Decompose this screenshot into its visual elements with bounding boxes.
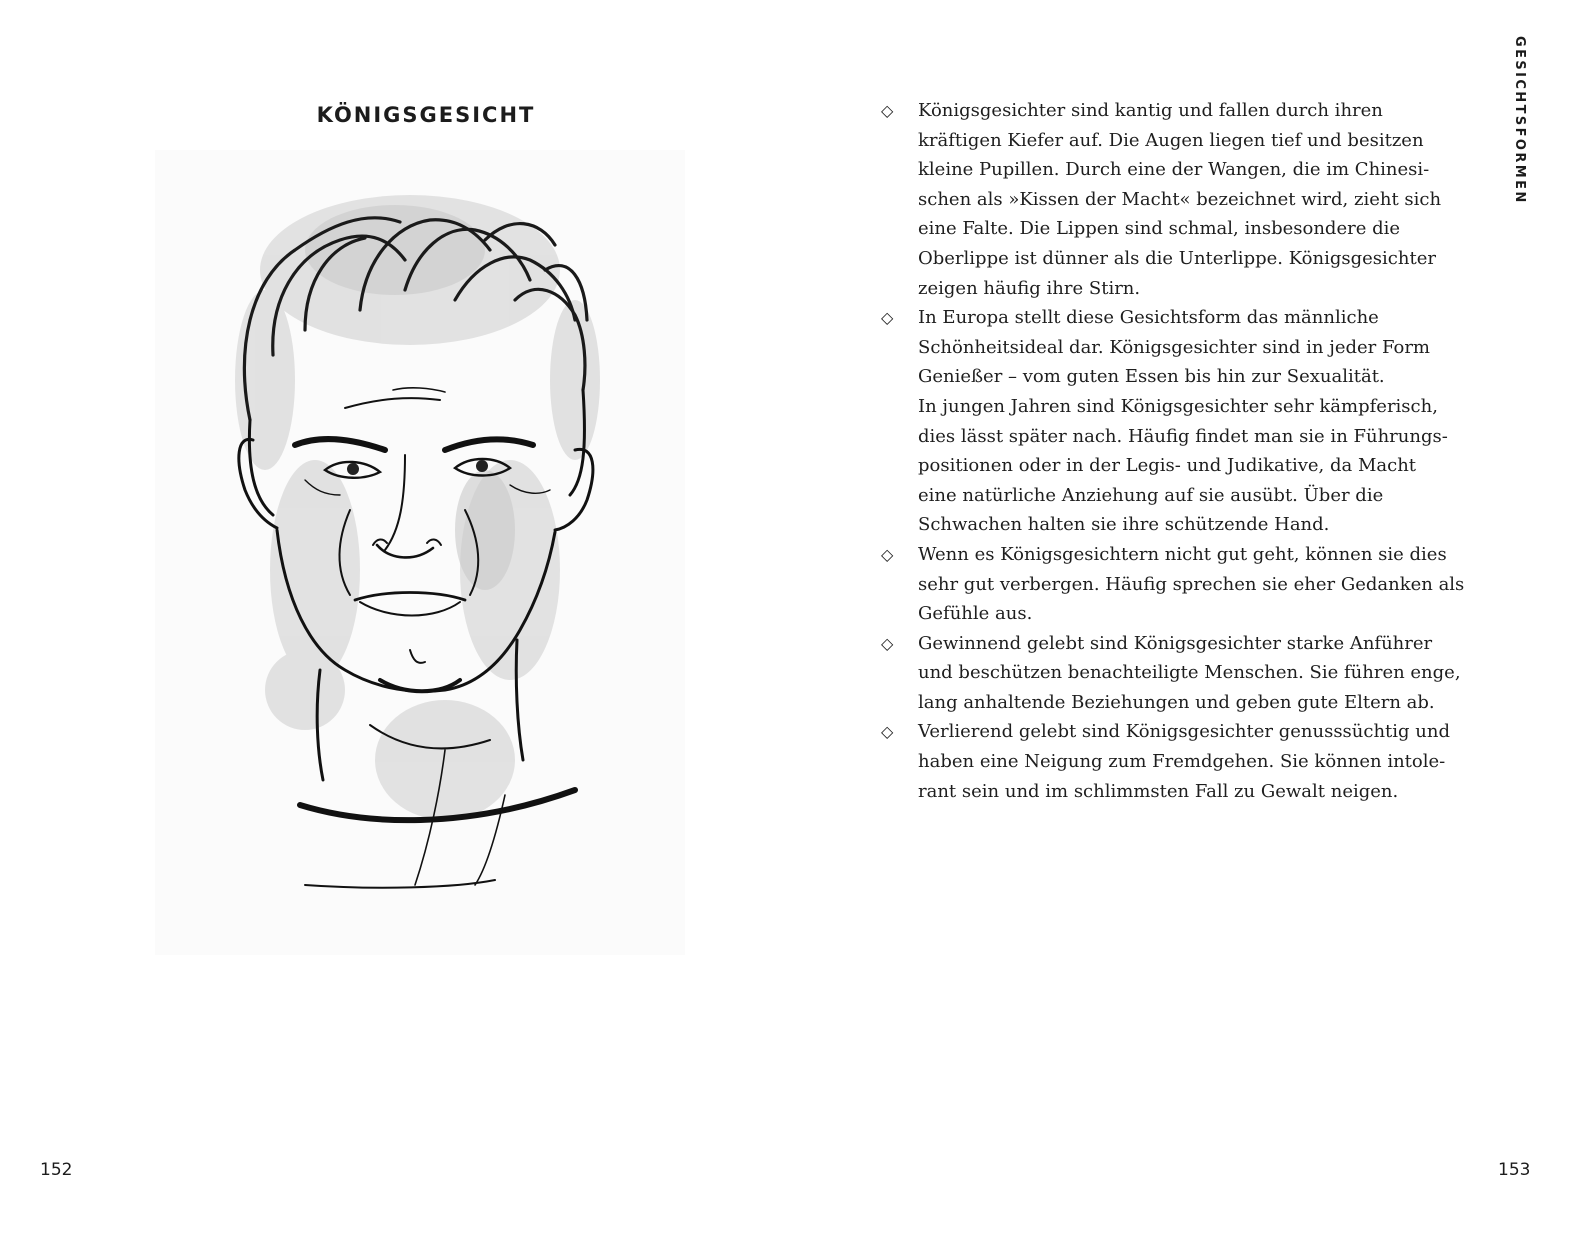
bullet-list xyxy=(881,96,1465,806)
bullet-item xyxy=(881,717,1451,806)
text-line: Königsgesichter sind kantig und fallen durch ihren xyxy=(918,100,1383,121)
text-line: zeigen häufig ihre Stirn. xyxy=(918,277,1141,299)
bullet-item xyxy=(881,96,1441,303)
text-line: eine natürliche Anziehung auf sie ausübt. Über die xyxy=(918,484,1384,506)
text-line: sehr gut verbergen. Häufig sprechen sie eher Gedanken als xyxy=(918,573,1465,595)
text-line: positionen oder in der Legis- und Judikative, da Macht xyxy=(918,455,1417,477)
diamond-bullet-icon: ◇ xyxy=(881,722,894,742)
running-head xyxy=(1512,36,1536,205)
text-line: rant sein und im schlimmsten Fall zu Gewalt neigen. xyxy=(918,780,1399,802)
text-line: Oberlippe ist dünner als die Unterlippe. Königsgesichter xyxy=(918,247,1436,269)
bullet-item xyxy=(881,629,1461,718)
diamond-bullet-icon: ◇ xyxy=(881,544,894,564)
text-line: kleine Pupillen. Durch eine der Wangen, die im Chinesi- xyxy=(918,159,1430,181)
bullet-item xyxy=(881,303,1448,540)
text-line: Gewinnend gelebt sind Königsgesichter starke Anführer xyxy=(918,632,1433,654)
text-line: schen als »Kissen der Macht« bezeichnet wird, zieht sich xyxy=(918,188,1442,210)
page-number-right: 153 xyxy=(1498,1160,1531,1180)
page-title: KÖNIGSGESICHT xyxy=(316,103,536,127)
text-line: haben eine Neigung zum Fremdgehen. Sie können intole- xyxy=(918,751,1446,773)
text-line: lang anhaltende Beziehungen und geben gute Eltern ab. xyxy=(918,691,1435,713)
text-line: dies lässt später nach. Häufig findet man sie in Führungs- xyxy=(918,425,1448,447)
text-line: Wenn es Königsgesichtern nicht gut geht, können sie dies xyxy=(918,543,1447,565)
diamond-bullet-icon: ◇ xyxy=(881,308,894,328)
text-line: Verlierend gelebt sind Königsgesichter genusssüchtig und xyxy=(918,721,1451,743)
bullet-item xyxy=(881,540,1465,629)
text-line: In jungen Jahren sind Königsgesichter sehr kämpferisch, xyxy=(918,395,1438,417)
page-number-left: 152 xyxy=(40,1160,73,1180)
text-line: Schönheitsideal dar. Königsgesichter sind in jeder Form xyxy=(918,336,1430,358)
text-line: Genießer – vom guten Essen bis hin zur Sexualität. xyxy=(918,366,1385,388)
text-line: eine Falte. Die Lippen sind schmal, insbesondere die xyxy=(918,218,1401,240)
text-line: Gefühle aus. xyxy=(918,603,1033,625)
text-line: und beschützen benachteiligte Menschen. Sie führen enge, xyxy=(918,662,1461,684)
portrait-illustration xyxy=(155,150,685,955)
text-line: Schwachen halten sie ihre schützende Hand. xyxy=(918,514,1330,536)
running-head-label: GESICHTSFORMEN xyxy=(1512,36,1527,205)
text-line: In Europa stellt diese Gesichtsform das männliche xyxy=(918,307,1379,329)
diamond-bullet-icon: ◇ xyxy=(881,101,894,120)
text-line: kräftigen Kiefer auf. Die Augen liegen tief und besitzen xyxy=(918,129,1424,151)
portrait-sketch-icon xyxy=(155,150,685,955)
diamond-bullet-icon: ◇ xyxy=(881,633,894,653)
